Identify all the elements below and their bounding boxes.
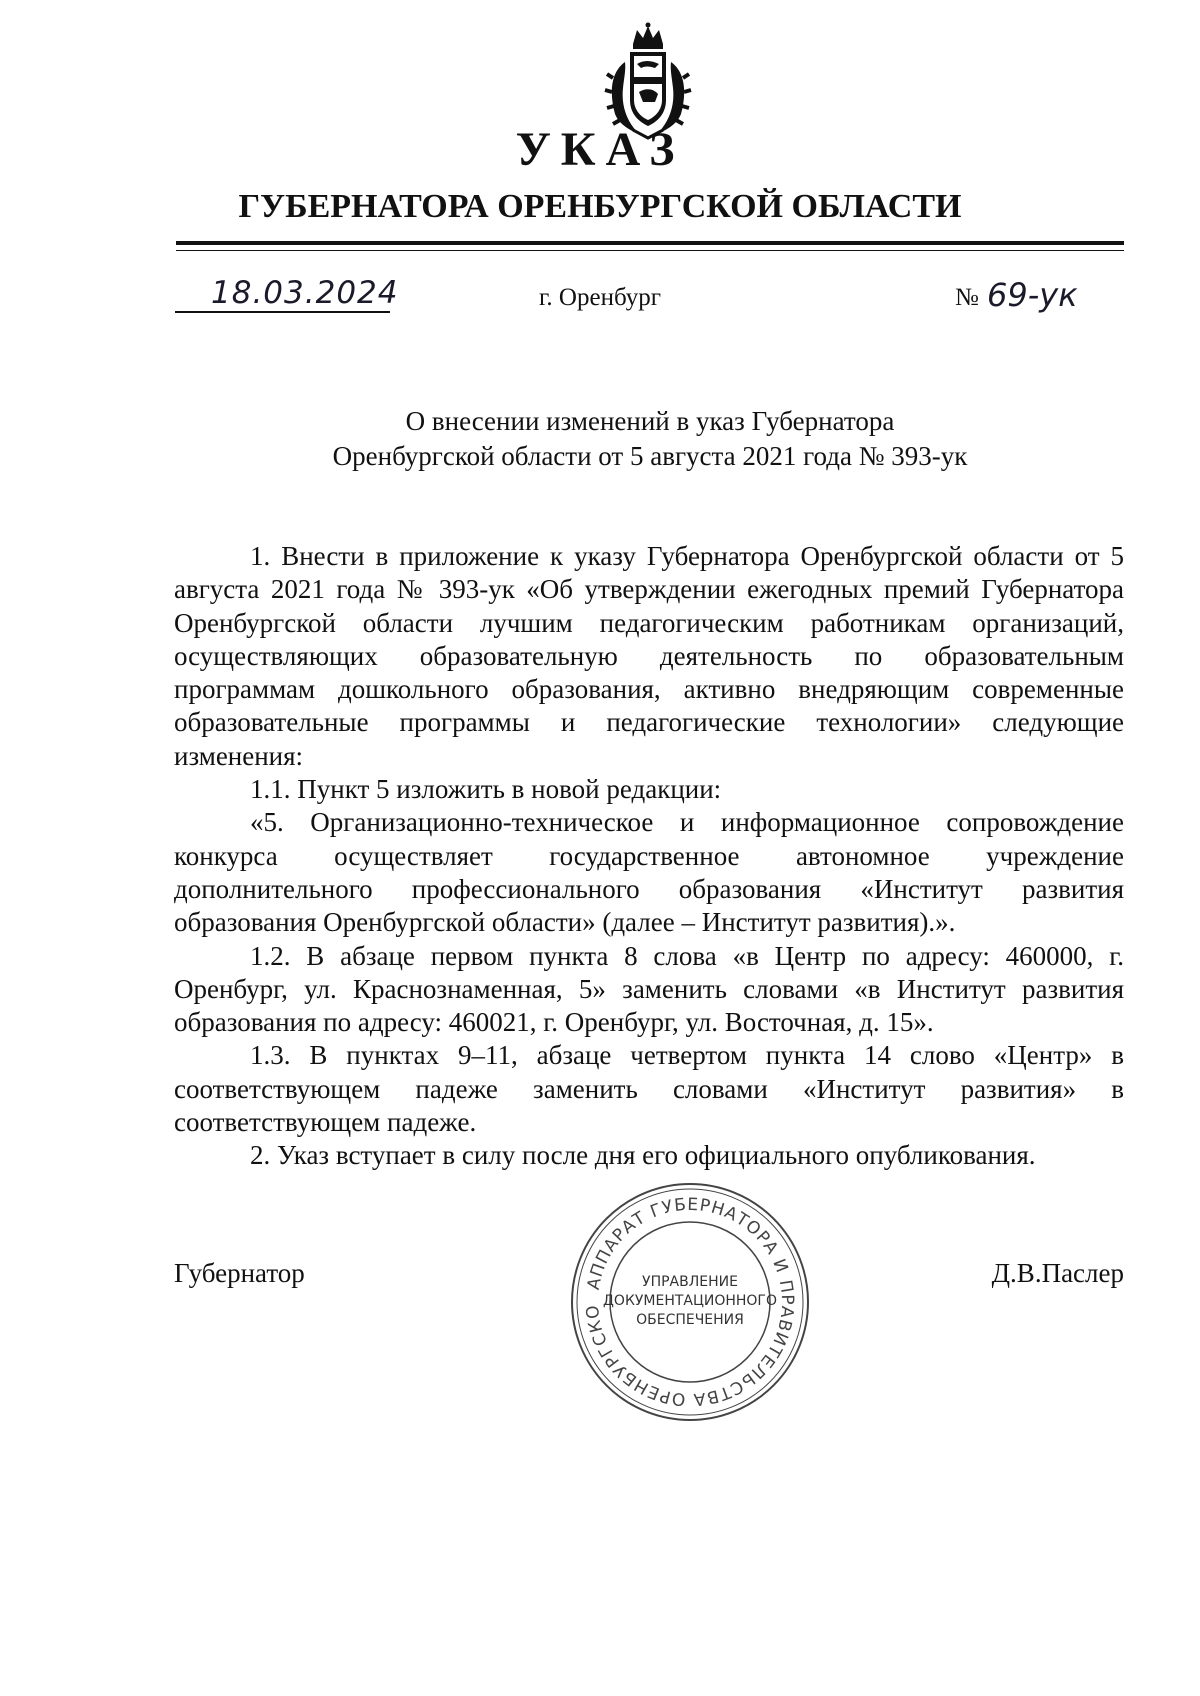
stamp-ring-text: АППАРАТ ГУБЕРНАТОРА И ПРАВИТЕЛЬСТВА ОРЕНБУРГСКО: [582, 1194, 798, 1410]
handwritten-date: 18.03.2024: [211, 275, 399, 311]
stamp-line-1: УПРАВЛЕНИЕ: [642, 1274, 738, 1290]
paragraph-1-2: 1.2. В абзаце первом пункта 8 слова «в Центр по адресу: 460000, г. Оренбург, ул. Краснознаменная, 5» заменить словами «в Институт развития образования по адресу: 460021, г. Оренбург, ул. Восточная, д. 15».: [174, 940, 1124, 1038]
decree-body: [174, 540, 1124, 1173]
header-rule-thick: [176, 241, 1124, 245]
signatory-position: Губернатор: [174, 1258, 305, 1288]
subject-line-2: Оренбургской области от 5 августа 2021 года № 393-ук: [332, 441, 968, 471]
paragraph-1-3: 1.3. В пунктах 9–11, абзаце четвертом пункта 14 слово «Центр» в соответствующем падеже заменить словами «Институт развития» в соответствующем падеже.: [174, 1040, 1124, 1138]
issuer-title: ГУБЕРНАТОРА ОРЕНБУРГСКОЙ ОБЛАСТИ: [238, 188, 962, 225]
city-label: г. Оренбург: [539, 284, 661, 311]
paragraph-2: 2. Указ вступает в силу после дня его официального опубликования.: [250, 1140, 1036, 1171]
document-type-title: УКАЗ: [515, 123, 685, 176]
subject-line-1: О внесении изменений в указ Губернатора: [405, 406, 895, 436]
header-rule-thin: [176, 250, 1124, 251]
paragraph-1-1: 1.1. Пункт 5 изложить в новой редакции:: [250, 774, 722, 805]
official-stamp: [565, 1177, 815, 1427]
signatory-name: Д.В.Паслер: [991, 1258, 1124, 1288]
stamp-line-3: ОБЕСПЕЧЕНИЯ: [636, 1312, 744, 1328]
handwritten-number: 69-ук: [987, 276, 1078, 314]
decree-subject: [200, 404, 1100, 474]
number-sign: №: [955, 284, 979, 311]
stamp-center-text: [565, 1273, 815, 1330]
paragraph-1-1-quote: «5. Организационно-техническое и информационное сопровождение конкурса осуществляет государственное автономное учреждение дополнительного профессионального образования «Институт развития образования Оренбургской области» (далее – Институт развития).».: [174, 807, 1124, 938]
paragraph-1: 1. Внести в приложение к указу Губернатора Оренбургской области от 5 августа 2021 года № 393-ук «Об утверждении ежегодных премий Губернатора Оренбургской области лучшим педагогическим работникам организаций, осуществляющих образовательную деятельность по образовательным программам дошкольного образования, активно внедряющим современные образовательные программы и педагогические технологии» следующие изменения:: [174, 541, 1124, 771]
number-field: [955, 276, 1135, 326]
stamp-line-2: ДОКУМЕНТАЦИОННОГО: [602, 1293, 777, 1309]
